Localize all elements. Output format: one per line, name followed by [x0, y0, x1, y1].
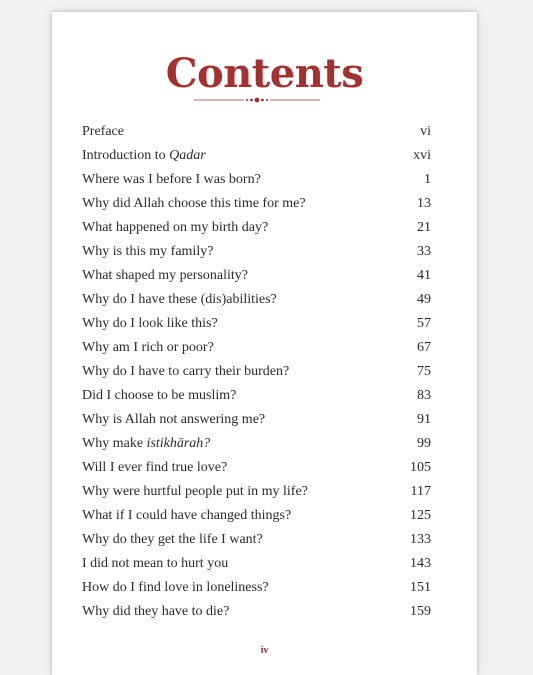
toc-entry[interactable] [82, 504, 431, 528]
toc-entry[interactable] [82, 528, 431, 552]
toc-entry[interactable] [82, 600, 431, 624]
toc-entry-title [82, 576, 269, 600]
toc-entry-title [82, 144, 206, 168]
toc-entry[interactable] [82, 216, 431, 240]
toc-entry-page-number: 33 [417, 244, 431, 259]
toc-entry-page-number: 159 [410, 604, 431, 619]
toc-entry-title [82, 504, 291, 528]
toc-entry-title [82, 360, 289, 384]
toc-entry-title [82, 528, 263, 552]
toc-entry-page-number: 1 [424, 172, 431, 187]
toc-entry-title-text: Why do I have to carry their burden? [82, 364, 290, 379]
toc-entry[interactable] [82, 552, 431, 576]
toc-entry-page-number: 143 [410, 556, 431, 571]
toc-entry[interactable] [82, 336, 431, 360]
toc-entry-title [82, 288, 277, 312]
toc-entry-title [82, 192, 306, 216]
toc-entry-page-number: 151 [410, 580, 431, 595]
toc-entry-title-text: Why am I rich or poor? [82, 340, 214, 355]
page-number: iv [260, 645, 269, 656]
toc-entry[interactable] [82, 408, 431, 432]
toc-entry[interactable] [82, 576, 431, 600]
toc-entry-page-number: 21 [417, 220, 431, 235]
toc-entry-title-text: Did I choose to be muslim? [82, 388, 237, 403]
toc-entry-page-number: xvi [413, 148, 431, 163]
toc-entry[interactable] [82, 120, 431, 144]
toc-entry-title [82, 384, 236, 408]
toc-entry[interactable] [82, 144, 431, 168]
toc-entry-title [82, 480, 308, 504]
toc-entry[interactable] [82, 240, 431, 264]
toc-entry[interactable] [82, 264, 431, 288]
toc-entry-page-number: 117 [410, 484, 431, 499]
toc-entry-title [82, 240, 213, 264]
dotted-rule-divider-icon [194, 95, 320, 105]
toc-entry-page-number: 91 [417, 412, 431, 427]
toc-entry-title-text: Why were hurtful people put in my life? [82, 484, 308, 499]
toc-entry-title [82, 120, 124, 144]
toc-entry-title [82, 216, 268, 240]
toc-entry-page-number: 49 [417, 292, 431, 307]
toc-entry-page-number: 75 [417, 364, 431, 379]
table-of-contents [82, 120, 431, 624]
toc-entry-page-number: 41 [417, 268, 431, 283]
toc-entry-title [82, 312, 218, 336]
toc-entry-page-number: 13 [417, 196, 431, 211]
toc-entry-title-text: Why do I look like this? [82, 316, 218, 331]
toc-entry-title [82, 552, 228, 576]
toc-entry-title-text: Why did Allah choose this time for me? [82, 196, 306, 211]
toc-entry-page-number: 57 [417, 316, 431, 331]
toc-entry-title-text: What happened on my birth day? [82, 220, 269, 235]
toc-entry[interactable] [82, 312, 431, 336]
toc-entry-page-number: vi [420, 124, 431, 139]
toc-entry[interactable] [82, 480, 431, 504]
toc-entry-title [82, 456, 227, 480]
toc-entry-page-number: 99 [417, 436, 431, 451]
toc-entry-title [82, 432, 210, 456]
toc-entry-title-text: Where was I before I was born? [82, 172, 261, 187]
toc-entry-title-text: Why make [82, 436, 147, 451]
toc-entry-page-number: 133 [410, 532, 431, 547]
toc-entry-title-text: Why did they have to die? [82, 604, 230, 619]
toc-entry-page-number: 105 [410, 460, 431, 475]
toc-entry-title-text: How do I find love in loneliness? [82, 580, 269, 595]
toc-entry-title-italic: istikhārah? [146, 436, 211, 451]
toc-entry-title-italic: Qadar [169, 148, 206, 163]
toc-entry-page-number: 125 [410, 508, 431, 523]
toc-entry-title-text: Introduction to [82, 148, 170, 163]
toc-entry-title [82, 408, 265, 432]
toc-entry[interactable] [82, 288, 431, 312]
toc-entry[interactable] [82, 168, 431, 192]
toc-entry-title [82, 600, 229, 624]
toc-entry[interactable] [82, 360, 431, 384]
toc-entry-title [82, 264, 248, 288]
toc-entry-title [82, 168, 261, 192]
toc-entry-title [82, 336, 214, 360]
toc-entry-page-number: 67 [417, 340, 431, 355]
toc-entry-title-text: Will I ever find true love? [82, 460, 228, 475]
toc-entry-title-text: What shaped my personality? [82, 268, 249, 283]
toc-entry-title-text: What if I could have changed things? [82, 508, 292, 523]
toc-entry-title-text: Preface [82, 124, 124, 139]
toc-entry[interactable] [82, 384, 431, 408]
toc-entry[interactable] [82, 456, 431, 480]
toc-entry-page-number: 83 [417, 388, 431, 403]
toc-entry-title-text: Why is this my family? [82, 244, 214, 259]
toc-entry-title-text: Why do I have these (dis)abilities? [82, 292, 277, 307]
book-page [52, 12, 477, 675]
toc-entry[interactable] [82, 432, 431, 456]
toc-entry-title-text: Why is Allah not answering me? [82, 412, 266, 427]
toc-entry-title-text: Why do they get the life I want? [82, 532, 263, 547]
toc-entry[interactable] [82, 192, 431, 216]
page-title: Contents [165, 50, 364, 97]
toc-entry-title-text: I did not mean to hurt you [82, 556, 229, 571]
